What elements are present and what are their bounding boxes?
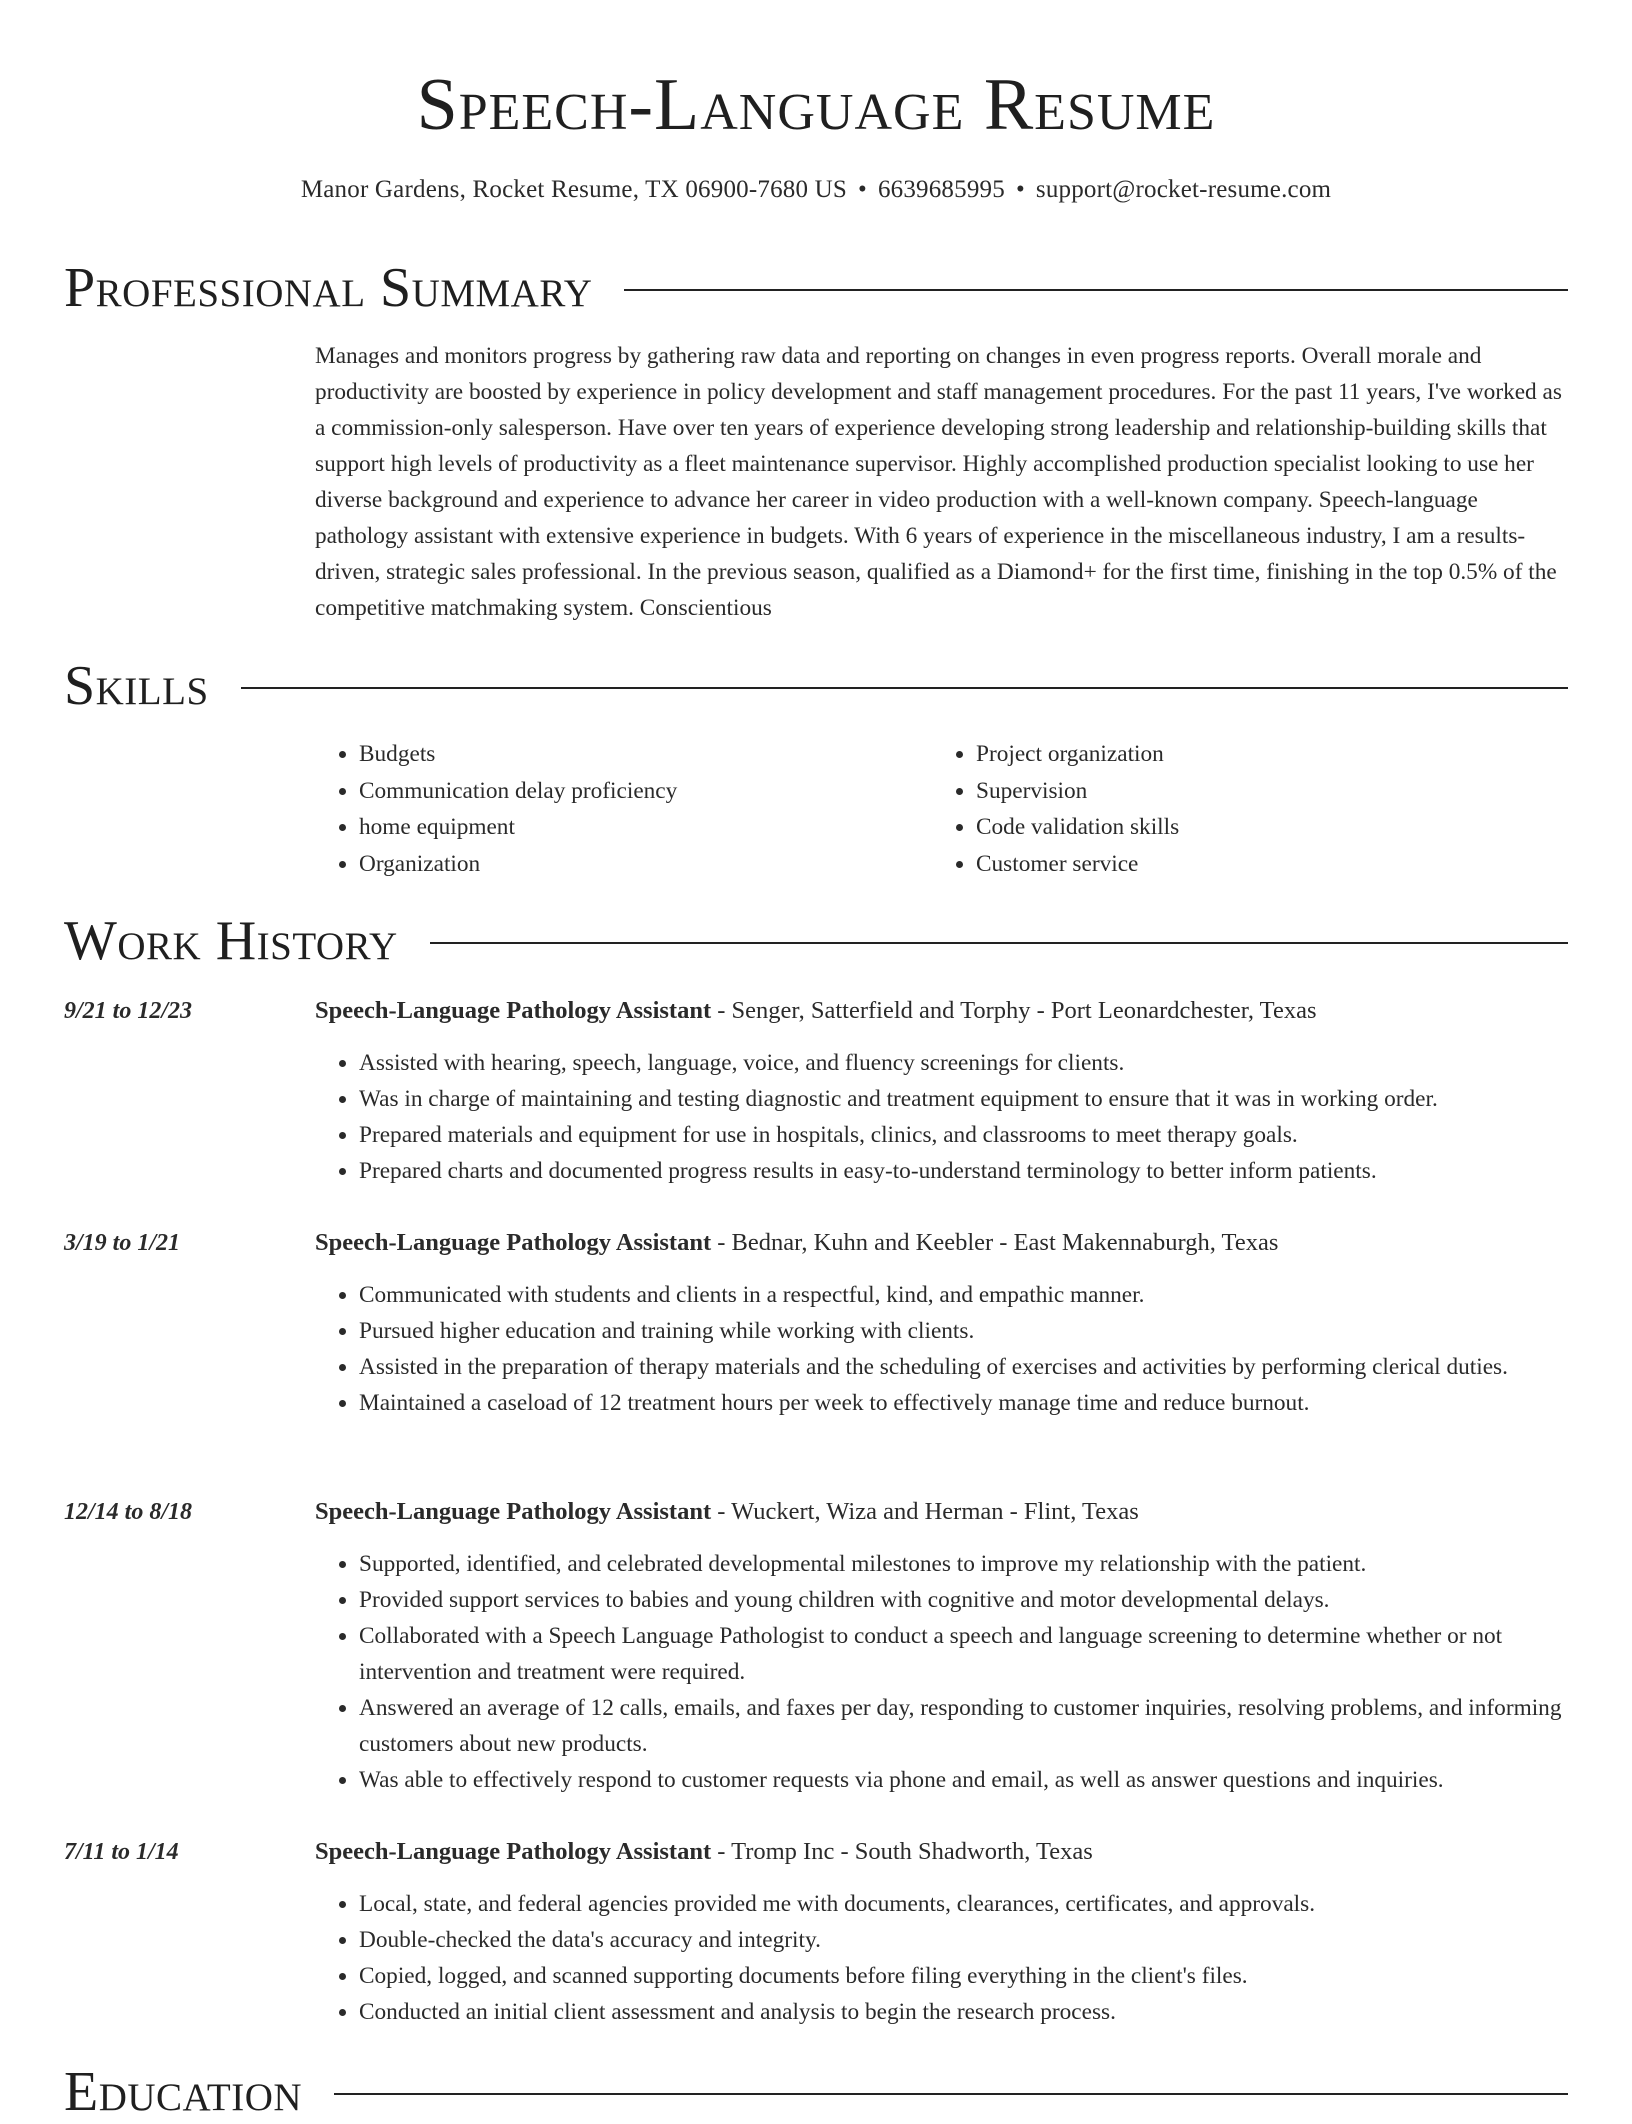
work-heading: Work History — [64, 910, 398, 972]
contact-phone: 6639685995 — [877, 176, 1005, 203]
job-bullets — [315, 1045, 1568, 1189]
job-bullet: • Prepared materials and equipment for use in hospitals, clinics, and classrooms to meet therapy goals. — [359, 1117, 1568, 1153]
job-role: Speech-Language Pathology Assistant — [315, 1229, 712, 1256]
job-role: Speech-Language Pathology Assistant — [315, 997, 712, 1024]
job-bullet: • Answered an average of 12 calls, emails, and faxes per day, responding to customer inquiries, resolving problems, and informing customers about new products. — [359, 1690, 1568, 1762]
job-bullet: • Double-checked the data's accuracy and integrity. — [359, 1922, 1568, 1958]
job-dates: 12/14 to 8/18 — [64, 1499, 193, 1525]
contact-separator: • — [857, 176, 867, 203]
skill-item: • Communication delay proficiency — [359, 773, 932, 810]
job-role: Speech-Language Pathology Assistant — [315, 1498, 712, 1525]
skill-item: • Organization — [359, 846, 932, 883]
skills-section-header — [64, 654, 1568, 718]
section-divider — [241, 687, 1568, 689]
job-bullet: • Copied, logged, and scanned supporting documents before filing everything in the client's files. — [359, 1958, 1568, 1994]
skills-column-right — [932, 736, 1549, 883]
job-employer: - Wuckert, Wiza and Herman - Flint, Texas — [711, 1498, 1139, 1525]
job-bullet: • Prepared charts and documented progress results in easy-to-understand terminology to better inform patients. — [359, 1153, 1568, 1189]
job-bullet: • Assisted with hearing, speech, language, voice, and fluency screenings for clients. — [359, 1045, 1568, 1081]
job-dates: 9/21 to 12/23 — [64, 998, 193, 1024]
job-title-line — [315, 1494, 1568, 1530]
skill-item: • Supervision — [976, 773, 1549, 810]
contact-address: Manor Gardens, Rocket Resume, TX 06900-7680 US — [300, 176, 847, 203]
job-title-line — [315, 1834, 1568, 1870]
job-employer: - Bednar, Kuhn and Keebler - East Makennaburgh, Texas — [711, 1229, 1279, 1256]
job-title-line — [315, 1225, 1568, 1261]
job-bullet: • Maintained a caseload of 12 treatment hours per week to effectively manage time and reduce burnout. — [359, 1385, 1568, 1421]
job-bullet: • Local, state, and federal agencies provided me with documents, clearances, certificates, and approvals. — [359, 1886, 1568, 1922]
job-dates: 7/11 to 1/14 — [64, 1839, 179, 1865]
job-bullet: • Conducted an initial client assessment and analysis to begin the research process. — [359, 1994, 1568, 2030]
job-role: Speech-Language Pathology Assistant — [315, 1838, 712, 1865]
contact-separator: • — [1015, 176, 1025, 203]
summary-heading: Professional Summary — [64, 257, 593, 319]
section-divider — [624, 289, 1568, 291]
skill-item: • Project organization — [976, 736, 1549, 773]
skill-item: • Code validation skills — [976, 809, 1549, 846]
skills-heading: Skills — [64, 655, 209, 717]
job-bullets — [315, 1277, 1568, 1421]
job-employer: - Senger, Satterfield and Torphy - Port Leonardchester, Texas — [711, 997, 1317, 1024]
section-divider — [430, 942, 1568, 944]
job-bullet: • Pursued higher education and training while working with clients. — [359, 1313, 1568, 1349]
job-bullet: • Was able to effectively respond to customer requests via phone and email, as well as answer questions and inquiries. — [359, 1762, 1568, 1798]
job-bullet: • Collaborated with a Speech Language Pathologist to conduct a speech and language screening to determine whether or not intervention and treatment were required. — [359, 1618, 1568, 1690]
summary-section-header — [64, 256, 1568, 320]
skill-item: • home equipment — [359, 809, 932, 846]
job-bullets — [315, 1546, 1568, 1798]
job-dates: 3/19 to 1/21 — [64, 1230, 181, 1256]
skill-item: • Customer service — [976, 846, 1549, 883]
education-heading: Education — [64, 2061, 303, 2123]
skills-column-left — [315, 736, 932, 883]
section-divider — [334, 2093, 1568, 2095]
contact-line — [0, 173, 1632, 207]
education-section-header — [64, 2060, 1568, 2124]
job-bullet: • Was in charge of maintaining and testing diagnostic and treatment equipment to ensure that it was in working order. — [359, 1081, 1568, 1117]
work-section-header — [64, 909, 1568, 973]
job-bullet: • Communicated with students and clients in a respectful, kind, and empathic manner. — [359, 1277, 1568, 1313]
skills-list — [315, 736, 1570, 883]
job-bullets — [315, 1886, 1568, 2030]
job-title-line — [315, 993, 1568, 1029]
job-employer: - Tromp Inc - South Shadworth, Texas — [711, 1838, 1093, 1865]
job-bullet: • Provided support services to babies and young children with cognitive and motor developmental delays. — [359, 1582, 1568, 1618]
job-bullet: • Supported, identified, and celebrated developmental milestones to improve my relationship with the patient. — [359, 1546, 1568, 1582]
job-bullet: • Assisted in the preparation of therapy materials and the scheduling of exercises and activities by performing clerical duties. — [359, 1349, 1568, 1385]
contact-email: support@rocket-resume.com — [1035, 176, 1332, 203]
skill-item: • Budgets — [359, 736, 932, 773]
summary-text: Manages and monitors progress by gathering raw data and reporting on changes in even progress reports. Overall morale and productivity are boosted by experience in policy development and staff management procedures. For the past 11 years, I've worked as a commission-only salesperson. Have over ten years of experience developing strong leadership and relationship-building skills that support high levels of productivity as a fleet maintenance supervisor. Highly accomplished production specialist looking to use her diverse background and experience to advance her career in video production with a well-known company. Speech-language pathology assistant with extensive experience in budgets. With 6 years of experience in the miscellaneous industry, I am a results-driven, strategic sales professional. In the previous season, qualified as a Diamond+ for the first time, finishing in the top 0.5% of the competitive matchmaking system. Conscientious — [315, 343, 1562, 621]
resume-title: Speech-Language Resume — [416, 64, 1216, 146]
